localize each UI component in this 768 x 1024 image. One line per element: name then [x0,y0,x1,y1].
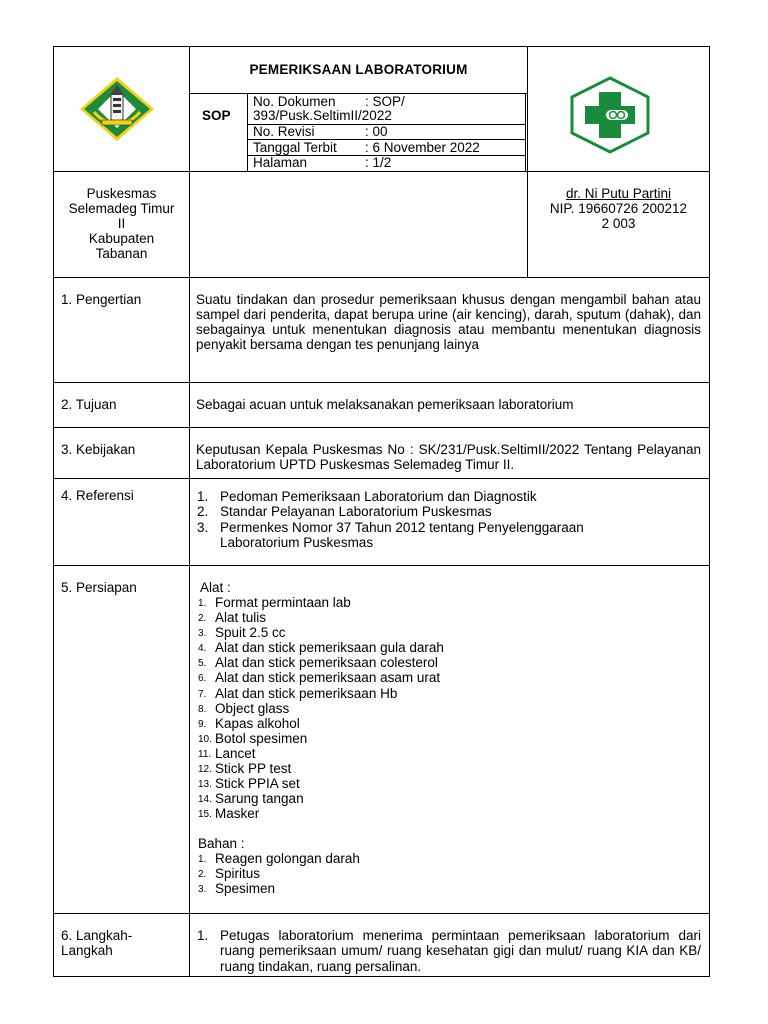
list-number: 10. [198,733,212,745]
list-item [198,851,678,866]
section-label-kebijakan: 3. Kebijakan [61,442,136,457]
list-text: Spesimen [215,881,276,897]
section-text-kebijakan: Keputusan Kepala Puskesmas No : SK/231/Pusk.SeltimII/2022 Tentang Pelayanan Laboratorium UPTD Puskesmas Selemadeg Timur II. [196,442,701,472]
section-label-persiapan: 5. Persiapan [61,580,137,595]
regency-logo [78,76,156,142]
list-number: 4. [198,643,207,655]
list-item [198,655,678,670]
section-label-langkah [61,928,132,958]
tanggal-terbit-label: Tanggal Terbit [253,140,337,155]
alat-list [198,595,678,821]
list-item [198,701,678,716]
list-item [198,761,678,776]
list-item [198,731,678,746]
no-dokumen-value: : SOP/ [365,94,405,109]
list-item [198,670,678,685]
list-number: 2. [198,613,207,625]
list-number: 1. [197,928,209,943]
list-number: 6. [198,673,207,685]
list-text: Alat dan stick pemeriksaan asam urat [215,670,441,686]
document-title: PEMERIKSAAN LABORATORIUM [249,62,468,77]
list-text: Alat tulis [215,610,267,626]
list-text: Standar Pelayanan Laboratorium Puskesmas [220,504,492,520]
section-label-langkah-line2: Langkah [61,943,113,958]
alat-heading: Alat : [200,580,231,595]
signatory-name: dr. Ni Putu Partini [565,186,672,201]
list-number: 3. [198,884,207,896]
bahan-list [198,851,678,896]
list-number: 9. [198,718,207,730]
organization-block [54,186,189,261]
no-dokumen-label: No. Dokumen [253,94,336,109]
langkah-list [197,928,701,974]
halaman-value: : 1/2 [365,155,392,170]
list-text: Pedoman Pemeriksaan Laboratorium dan Diagnostik [220,489,537,504]
list-text: Alat dan stick pemeriksaan gula darah [215,640,444,656]
list-item [198,610,678,625]
list-item [198,625,678,640]
org-line: II [117,216,126,231]
list-text: Petugas laboratorium menerima permintaan pemeriksaan laboratorium dari ruang pemeriksaan umum/ ruang kesehatan gigi dan mulut/ ruang KIA dan KB/ ruang tindakan, ruang persalinan. [220,928,701,974]
list-item [198,791,678,806]
health-cross-logo [568,76,652,154]
list-item [198,806,678,821]
list-text: Botol spesimen [215,730,308,746]
signatory-nip-cont: 2 003 [601,216,636,231]
list-item [197,504,667,519]
list-text: Kapas alkohol [215,715,300,731]
list-text: Stick PP test [215,761,292,777]
list-item [198,716,678,731]
list-number: 13. [198,779,212,791]
list-item [198,776,678,791]
list-text: Lancet [215,745,256,761]
list-text: Format permintaan lab [215,595,351,610]
list-text: Sarung tangan [215,791,304,807]
org-line: Kabupaten [88,231,155,246]
list-item [197,489,667,504]
section-text-tujuan: Sebagai acuan untuk melaksanakan pemeriksaan laboratorium [196,397,574,412]
list-number: 7. [198,688,207,700]
list-text: Stick PPIA set [215,776,300,792]
section-label-pengertian: 1. Pengertian [61,292,142,307]
list-text: Masker [215,806,260,822]
no-dokumen-value-cont: 393/Pusk.SeltimII/2022 [253,108,392,123]
halaman-label: Halaman [253,155,308,170]
referensi-list [197,489,667,550]
list-number: 5. [198,658,207,670]
section-text-pengertian: Suatu tindakan dan prosedur pemeriksaan khusus dengan mengambil bahan atau sampel dari penderita, dapat berupa urine (air kencing), darah, sputum (dahak), dan sebagainya untuk menentukan diagnosis atau membantu menentukan diagnosis penyakit bersama dengan tes penunjang lainya [196,292,701,352]
signatory-nip: NIP. 19660726 200212 [549,201,688,216]
list-number: 1. [198,854,207,865]
list-number: 2. [198,869,207,881]
list-number: 3. [198,628,207,640]
list-item [198,595,678,610]
list-text: Spiritus [215,866,261,882]
list-item [198,866,678,881]
list-text: Spuit 2.5 cc [215,625,286,641]
list-text: Permenkes Nomor 37 Tahun 2012 tentang Penyelenggaraan Laboratorium Puskesmas [220,519,584,550]
list-number: 14. [198,794,212,806]
no-revisi-label: No. Revisi [253,124,315,139]
list-number: 15. [198,809,212,821]
list-number: 12. [198,764,212,776]
list-number: 2. [197,504,209,520]
section-label-langkah-line1: 6. Langkah- [61,928,133,943]
bahan-heading: Bahan : [198,836,245,851]
org-line: Puskesmas [86,186,157,201]
list-item [198,686,678,701]
section-label-referensi: 4. Referensi [61,488,134,503]
list-number: 8. [198,703,207,715]
list-text: Reagen golongan darah [215,851,360,866]
list-text: Object glass [215,700,290,716]
list-item [197,928,701,974]
no-revisi-value: : 00 [365,124,388,139]
list-item [198,881,678,896]
section-label-tujuan: 2. Tujuan [61,397,117,412]
org-line: Selemadeg Timur [68,201,175,216]
list-item [198,746,678,761]
list-number: 11. [198,748,212,760]
list-number: 3. [197,519,209,535]
list-number: 1. [198,598,207,609]
list-text: Alat dan stick pemeriksaan Hb [215,685,398,701]
list-number: 1. [197,489,209,504]
org-line: Tabanan [95,246,148,261]
list-item [197,520,667,551]
signatory-block [528,186,709,231]
tanggal-terbit-value: : 6 November 2022 [365,140,480,155]
list-text: Alat dan stick pemeriksaan colesterol [215,655,438,671]
list-item [198,640,678,655]
sop-label: SOP [202,108,231,123]
